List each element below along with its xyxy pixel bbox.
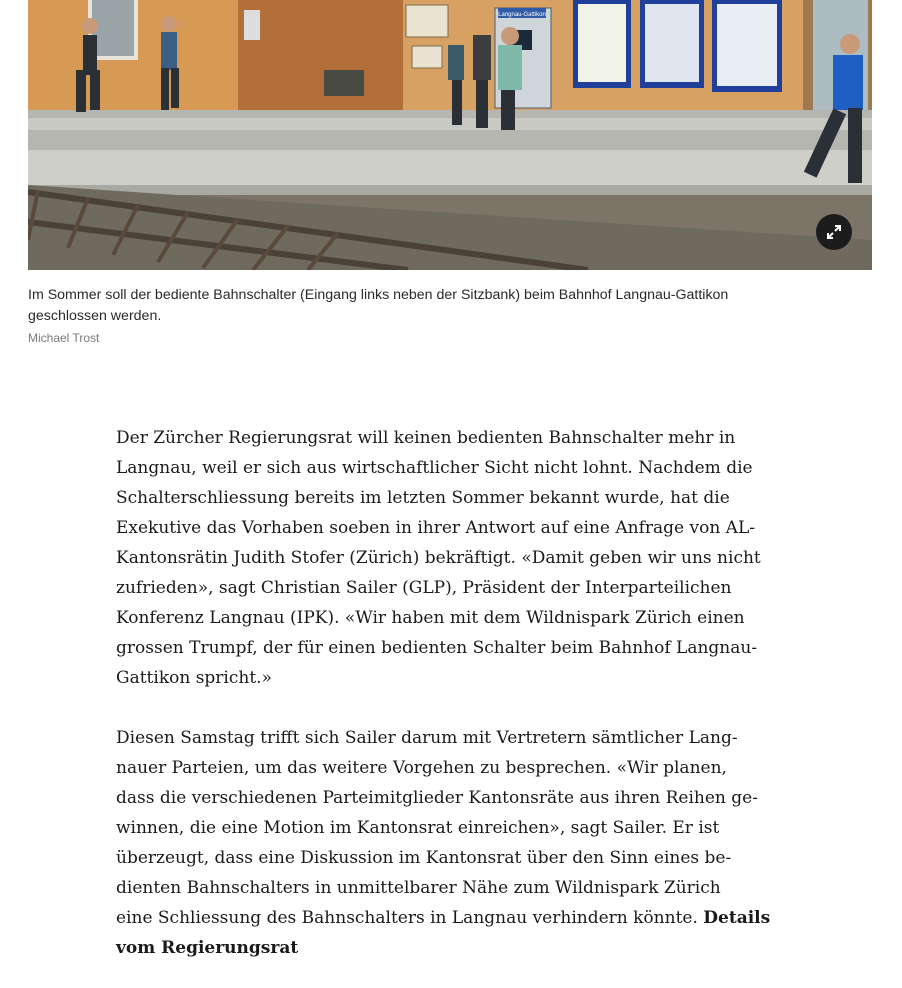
photo-credit: Michael Trost	[28, 331, 100, 345]
text-line: Diesen Samstag trifft sich Sailer darum mit Vertretern sämtlicher Lang-	[116, 728, 738, 748]
text-line: Gattikon spricht.»	[116, 668, 272, 688]
details-link[interactable]: Details	[703, 908, 771, 928]
text-line: Exekutive das Vorhaben soeben in ihrer Antwort auf eine Anfrage von AL-	[116, 518, 755, 538]
image-caption	[28, 285, 828, 327]
expand-arrows-icon	[826, 224, 842, 240]
text-line: dienten Bahnschalters in unmittelbarer Nähe zum Wildnispark Zürich	[116, 878, 721, 898]
text-line: überzeugt, dass eine Diskussion im Kantonsrat über den Sinn eines be-	[116, 848, 732, 868]
caption-line: Im Sommer soll der bediente Bahnschalter (Eingang links neben der Sitzbank) beim Bahnhof Langnau-Gattikon	[28, 287, 729, 303]
text-line: Der Zürcher Regierungsrat will keinen bedienten Bahnschalter mehr in	[116, 428, 736, 448]
text-line: Kantonsrätin Judith Stofer (Zürich) bekräftigt. «Damit geben wir uns nicht	[116, 548, 761, 568]
text-line: dass die verschiedenen Parteimitglieder Kantonsräte aus ihren Reihen ge-	[116, 788, 758, 808]
article-body	[116, 423, 806, 958]
station-platform-image	[28, 0, 872, 270]
article-photo	[28, 0, 872, 270]
paragraph-2	[116, 723, 806, 963]
svg-text:Langnau-Gattikon: Langnau-Gattikon	[498, 12, 546, 18]
text-line: winnen, die eine Motion im Kantonsrat einreichen», sagt Sailer. Er ist	[116, 818, 720, 838]
text-line: Langnau, weil er sich aus wirtschaftlicher Sicht nicht lohnt. Nachdem die	[116, 458, 753, 478]
text-line: Konferenz Langnau (IPK). «Wir haben mit dem Wildnispark Zürich einen	[116, 608, 745, 628]
details-link-continued[interactable]: vom Regierungsrat	[116, 938, 299, 958]
text-line	[116, 933, 806, 963]
paragraph-1	[116, 423, 806, 693]
text-line	[116, 903, 806, 933]
caption-line: geschlossen werden.	[28, 308, 162, 324]
text-line: grossen Trumpf, der für einen bedienten Schalter beim Bahnhof Langnau-	[116, 638, 758, 658]
text-line: Schalterschliessung bereits im letzten Sommer bekannt wurde, hat die	[116, 488, 730, 508]
text-line-content: eine Schliessung des Bahnschalters in Langnau verhindern könnte.	[116, 908, 698, 928]
text-line: nauer Parteien, um das weitere Vorgehen zu besprechen. «Wir planen,	[116, 758, 727, 778]
expand-image-button[interactable]	[816, 214, 852, 250]
text-line: zufrieden», sagt Christian Sailer (GLP), Präsident der Interparteilichen	[116, 578, 732, 598]
